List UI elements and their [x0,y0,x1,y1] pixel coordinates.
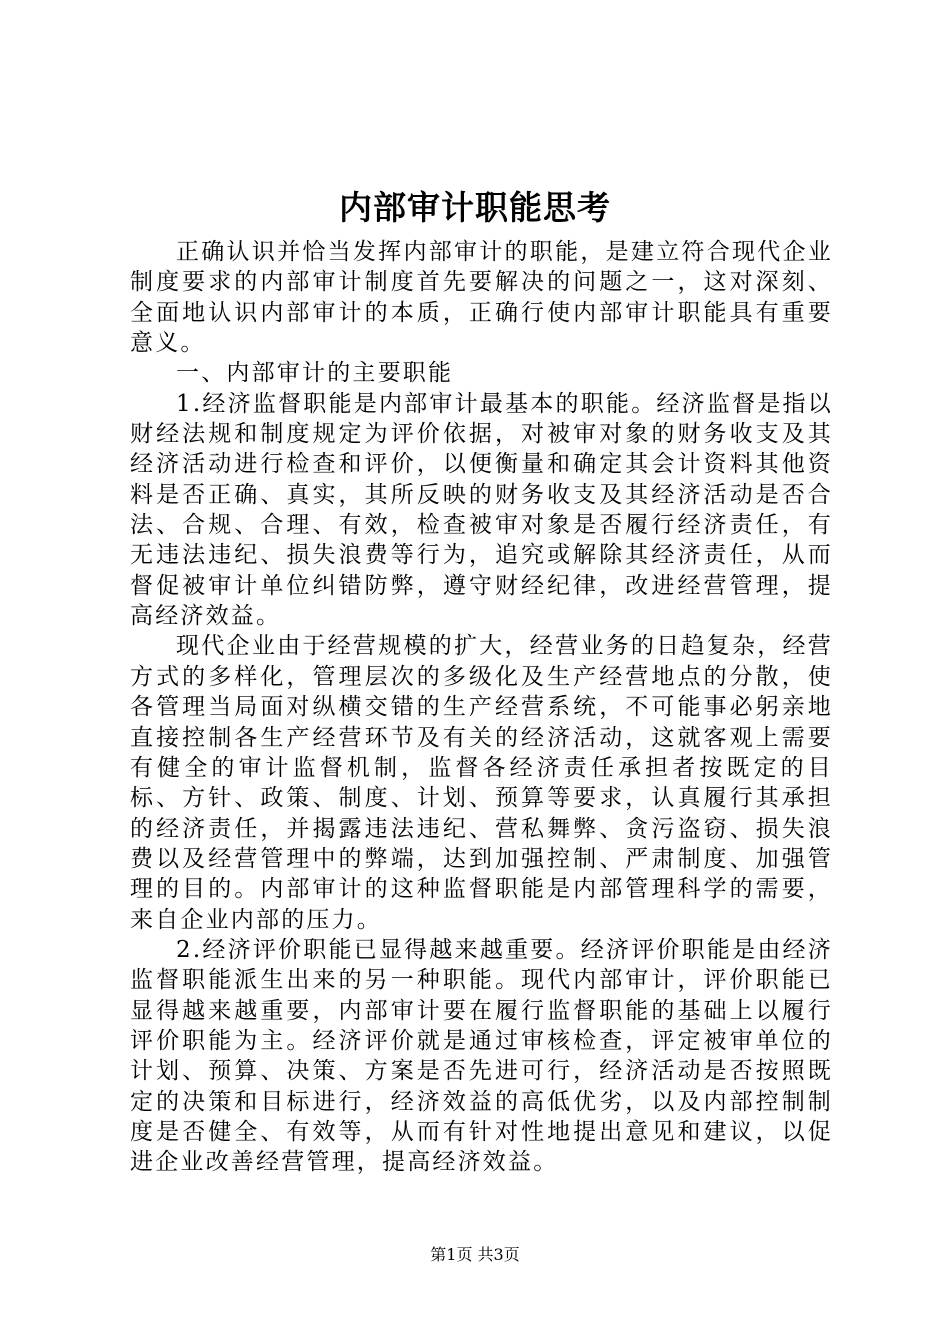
point-1-paragraph: 1.经济监督职能是内部审计最基本的职能。经济监督是指以财经法规和制度规定为评价依据，对被审对象的财务收支及其经济活动进行检查和评价，以便衡量和确定其会计资料其他资料是否正确、真实，其所反映的财务收支及其经济活动是否合法、合规、合理、有效，检查被审对象是否履行经济责任，有无违法违纪、损失浪费等行为，追究或解除其经济责任，从而督促被审计单位纠错防弊，遵守财经纪律，改进经营管理，提高经济效益。 [130,390,833,630]
section-heading: 一、内部审计的主要职能 [176,360,454,387]
intro-paragraph: 正确认识并恰当发挥内部审计的职能，是建立符合现代企业制度要求的内部审计制度首先要解决的问题之一，这对深刻、全面地认识内部审计的本质，正确行使内部审计职能具有重要意义。 [130,239,833,357]
point-1-continuation-paragraph: 现代企业由于经营规模的扩大，经营业务的日趋复杂，经营方式的多样化，管理层次的多级化及生产经营地点的分散，使各管理当局面对纵横交错的生产经营系统，不可能事必躬亲地直接控制各生产经营环节及有关的经济活动，这就客观上需要有健全的审计监督机制，监督各经济责任承担者按既定的目标、方针、政策、制度、计划、预算等要求，认真履行其承担的经济责任，并揭露违法违纪、营私舞弊、贪污盗窃、损失浪费以及经营管理中的弊端，达到加强控制、严肃制度、加强管理的目的。内部审计的这种监督职能是内部管理科学的需要，来自企业内部的压力。 [130,633,833,933]
point-2-paragraph: 2.经济评价职能已显得越来越重要。经济评价职能是由经济监督职能派生出来的另一种职能。现代内部审计，评价职能已显得越来越重要，内部审计要在履行监督职能的基础上以履行评价职能为主。经济评价就是通过审核检查，评定被审单位的计划、预算、决策、方案是否先进可行，经济活动是否按照既定的决策和目标进行，经济效益的高低优劣，以及内部控制制度是否健全、有效等，从而有针对性地提出意见和建议，以促进企业改善经营管理，提高经济效益。 [130,936,833,1176]
document-body [130,237,833,1178]
page-footer: 第1页 共3页 [430,1245,520,1264]
document-title: 内部审计职能思考 [339,188,611,227]
